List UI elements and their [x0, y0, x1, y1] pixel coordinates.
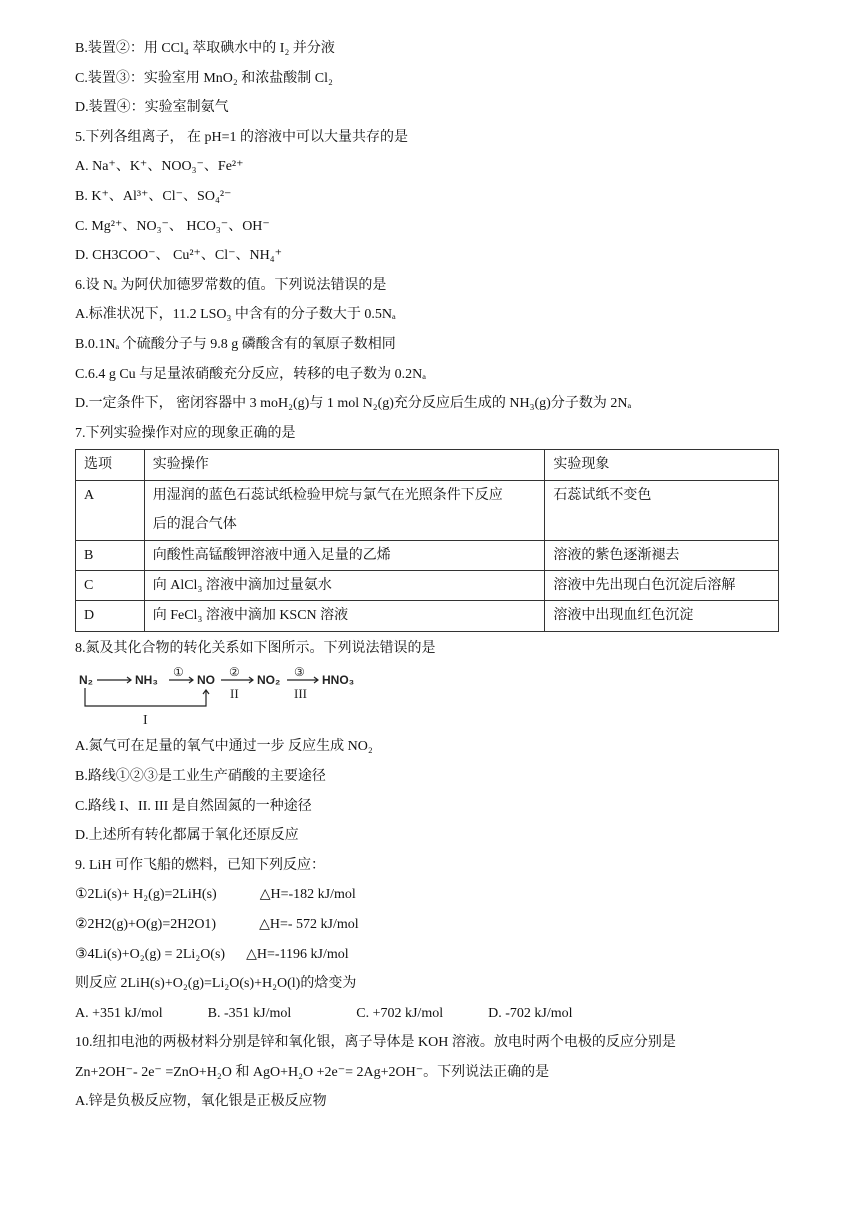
q10-equations: Zn+2OH⁻- 2e⁻ =ZnO+H₂O 和 AgO+H₂O +2e⁻= 2Ag+2OH⁻。下列说法正确的是: [75, 1064, 550, 1080]
q9-stem: 9. LiH 可作飞船的燃料，已知下列反应：: [75, 857, 326, 873]
route-one-label: I: [143, 713, 148, 729]
q9-option-a: A. +351 kJ/mol: [75, 1005, 163, 1021]
diagram-svg: [75, 666, 375, 730]
q6-stem: 6.设 Nₐ 为阿伏加德罗常数的值。下列说法错误的是: [75, 277, 387, 293]
row-option: D: [76, 601, 145, 631]
q6-option-a: A.标准状况下，11.2 LSO₃ 中含有的分子数大于 0.5Nₐ: [75, 307, 396, 323]
q8-option-c: C.路线 I、II. III 是自然固氮的一种途径: [75, 798, 312, 814]
q5-option-b: B. K⁺、Al³⁺、Cl⁻、SO₄²⁻: [75, 188, 232, 204]
reaction-enthalpy: △H=-1196 kJ/mol: [246, 946, 349, 962]
q9-question: 则反应 2LiH(s)+O₂(g)=Li₂O(s)+H₂O(l)的焓变为: [75, 976, 357, 992]
q9-reaction-3: [75, 940, 785, 970]
row-operation: [144, 480, 545, 540]
q7-table: [75, 449, 779, 631]
row-operation: 向 AlCl₃ 溶液中滴加过量氨水: [144, 570, 545, 600]
table-header-row: [76, 450, 779, 480]
q9-options: [75, 999, 785, 1029]
row-phenomenon: 石蕊试纸不变色: [545, 480, 779, 540]
q4-option-c: C.装置③：实验室用 MnO₂ 和浓盐酸制 Cl₂: [75, 70, 333, 86]
exam-page: [75, 34, 785, 1117]
reaction-enthalpy: △H=- 572 kJ/mol: [259, 916, 359, 932]
table-row: [76, 601, 779, 631]
row-option: B: [76, 540, 145, 570]
q10-stem: 10.纽扣电池的两极材料分别是锌和氧化银，离子导体是 KOH 溶液。放电时两个电极的反应分别是: [75, 1035, 676, 1051]
q4-option-d: D.装置④：实验室制氨气: [75, 100, 229, 116]
species-hno3: HNO₃: [322, 673, 355, 688]
q5-option-a: A. Na⁺、K⁺、NOO₃⁻、Fe²⁺: [75, 159, 244, 175]
step-three-label: ③: [294, 666, 305, 680]
q9-reaction-2: [75, 910, 785, 940]
q4-option-b: B.装置②：用 CCl₄ 萃取碘水中的 I₂ 并分液: [75, 41, 335, 56]
q9-option-b: B. -351 kJ/mol: [207, 1005, 292, 1021]
q5-option-c: C. Mg²⁺、NO₃⁻、 HCO₃⁻、OH⁻: [75, 218, 270, 234]
species-no2: NO₂: [257, 673, 281, 688]
table-row: [76, 570, 779, 600]
q8-option-d: D.上述所有转化都属于氧化还原反应: [75, 828, 299, 844]
row-phenomenon: 溶液的紫色逐渐褪去: [545, 540, 779, 570]
q8-stem: 8.氮及其化合物的转化关系如下图所示。下列说法错误的是: [75, 640, 436, 656]
q7-stem: 7.下列实验操作对应的现象正确的是: [75, 425, 296, 441]
row-operation: 向 FeCl₃ 溶液中滴加 KSCN 溶液: [144, 601, 545, 631]
header-option: 选项: [76, 450, 145, 480]
step-one-label: ①: [173, 666, 184, 680]
q8-option-a: A.氮气可在足量的氧气中通过一步 反应生成 NO₂: [75, 739, 373, 755]
row-operation: 向酸性高锰酸钾溶液中通入足量的乙烯: [144, 540, 545, 570]
step-two-label: ②: [229, 666, 240, 680]
reaction-equation: ②2H2(g)+O(g)=2H2O1): [75, 916, 217, 932]
q6-option-c: C.6.4 g Cu 与足量浓硝酸充分反应，转移的电子数为 0.2Nₐ: [75, 366, 427, 382]
reaction-equation: ①2Li(s)+ H₂(g)=2LiH(s): [75, 887, 217, 903]
q6-option-b: B.0.1Nₐ 个硫酸分子与 9.8 g 磷酸含有的氧原子数相同: [75, 336, 396, 352]
q10-option-a: A.锌是负极反应物，氧化银是正极反应物: [75, 1094, 327, 1110]
species-n2: N₂: [79, 673, 93, 688]
row-phenomenon: 溶液中出现血红色沉淀: [545, 601, 779, 631]
table-row: [76, 540, 779, 570]
reaction-enthalpy: △H=-182 kJ/mol: [259, 887, 356, 903]
header-operation: 实验操作: [144, 450, 545, 480]
q9-option-d: D. -702 kJ/mol: [488, 1005, 573, 1021]
row-phenomenon: 溶液中先出现白色沉淀后溶解: [545, 570, 779, 600]
table-row: [76, 480, 779, 540]
nitrogen-conversion-diagram: [75, 666, 785, 730]
header-phenomenon: 实验现象: [545, 450, 779, 480]
species-nh3: NH₃: [135, 673, 158, 688]
q9-option-c: C. +702 kJ/mol: [356, 1005, 444, 1021]
route-two-label: II: [230, 686, 239, 702]
reaction-equation: ③4Li(s)+O₂(g) = 2Li₂O(s): [75, 946, 226, 962]
route-three-label: III: [294, 686, 307, 702]
arrow-route-one: [85, 688, 206, 706]
row-operation-line: 后的混合气体: [152, 517, 237, 533]
q9-reaction-1: [75, 880, 785, 910]
species-no: NO: [197, 673, 215, 688]
q5-stem: 5.下列各组离子， 在 pH=1 的溶液中可以大量共存的是: [75, 129, 409, 145]
q5-option-d: D. CH3COO⁻、 Cu²⁺、Cl⁻、NH₄⁺: [75, 248, 283, 264]
q6-option-d: D.一定条件下， 密闭容器中 3 moH₂(g)与 1 mol N₂(g)充分反应后生成的 NH₃(g)分子数为 2Nₐ: [75, 396, 632, 412]
row-option: A: [76, 480, 145, 540]
q8-option-b: B.路线①②③是工业生产硝酸的主要途径: [75, 768, 326, 784]
row-operation-line: 用湿润的蓝色石蕊试纸检验甲烷与氯气在光照条件下反应: [152, 487, 503, 503]
row-option: C: [76, 570, 145, 600]
